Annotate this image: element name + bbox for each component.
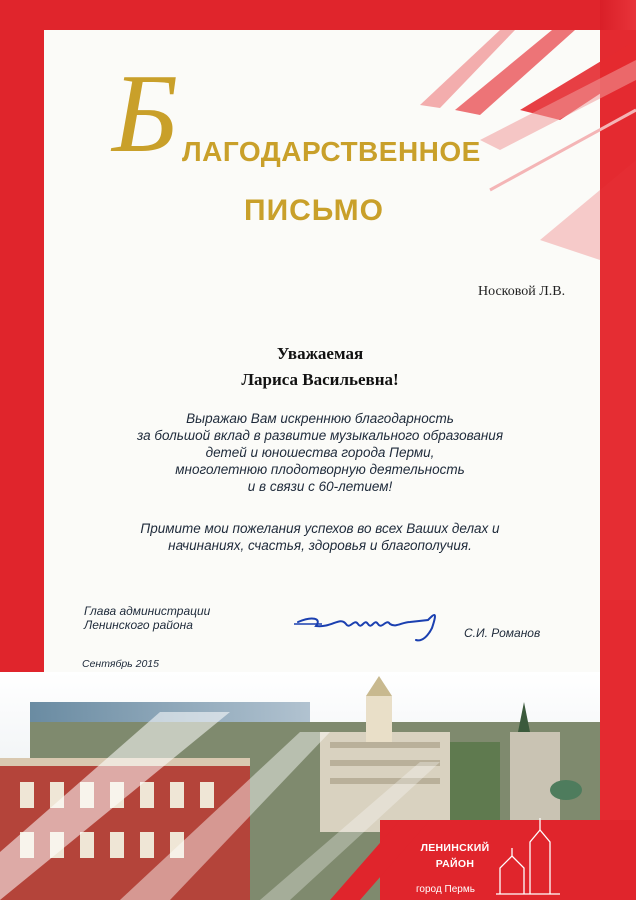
signer-name: С.И. Романов	[464, 626, 541, 640]
signer-role-line: Ленинского района	[84, 618, 193, 632]
salutation-line-2: Лариса Васильевна!	[241, 370, 399, 389]
district-name	[410, 840, 500, 872]
city-name: город Пермь	[416, 884, 475, 895]
handwritten-signature	[292, 606, 442, 646]
salutation-line-1: Уважаемая	[276, 344, 364, 363]
text-line: начинаниях, счастья, здоровья и благополучия.	[168, 538, 472, 553]
text-line: многолетнюю плодотворную деятельность	[175, 462, 465, 477]
text-line: Выражаю Вам искреннюю благодарность	[186, 411, 454, 426]
paragraph-gratitude	[90, 410, 550, 495]
text-line: Примите мои пожелания успехов во всех Ваших делах и	[140, 521, 500, 536]
paragraph-wishes	[90, 520, 550, 554]
text-line: и в связи с 60-летием!	[247, 479, 393, 494]
title-word-2: ПИСЬМО	[244, 194, 384, 227]
title-word-1: ЛАГОДАРСТВЕННОЕ	[182, 136, 481, 167]
signer-role	[84, 604, 210, 632]
signer-role-line: Глава администрации	[84, 604, 211, 618]
text-line: детей и юношества города Перми,	[205, 445, 435, 460]
letter-date: Сентябрь 2015	[82, 658, 159, 670]
district-line: РАЙОН	[435, 858, 475, 870]
district-line: ЛЕНИНСКИЙ	[420, 842, 490, 854]
city-panorama-image	[0, 672, 600, 900]
text-line: за большой вклад в развитие музыкального образования	[136, 428, 504, 443]
title-initial: Б	[112, 52, 179, 176]
addressee: Носковой Л.В.	[478, 284, 566, 299]
